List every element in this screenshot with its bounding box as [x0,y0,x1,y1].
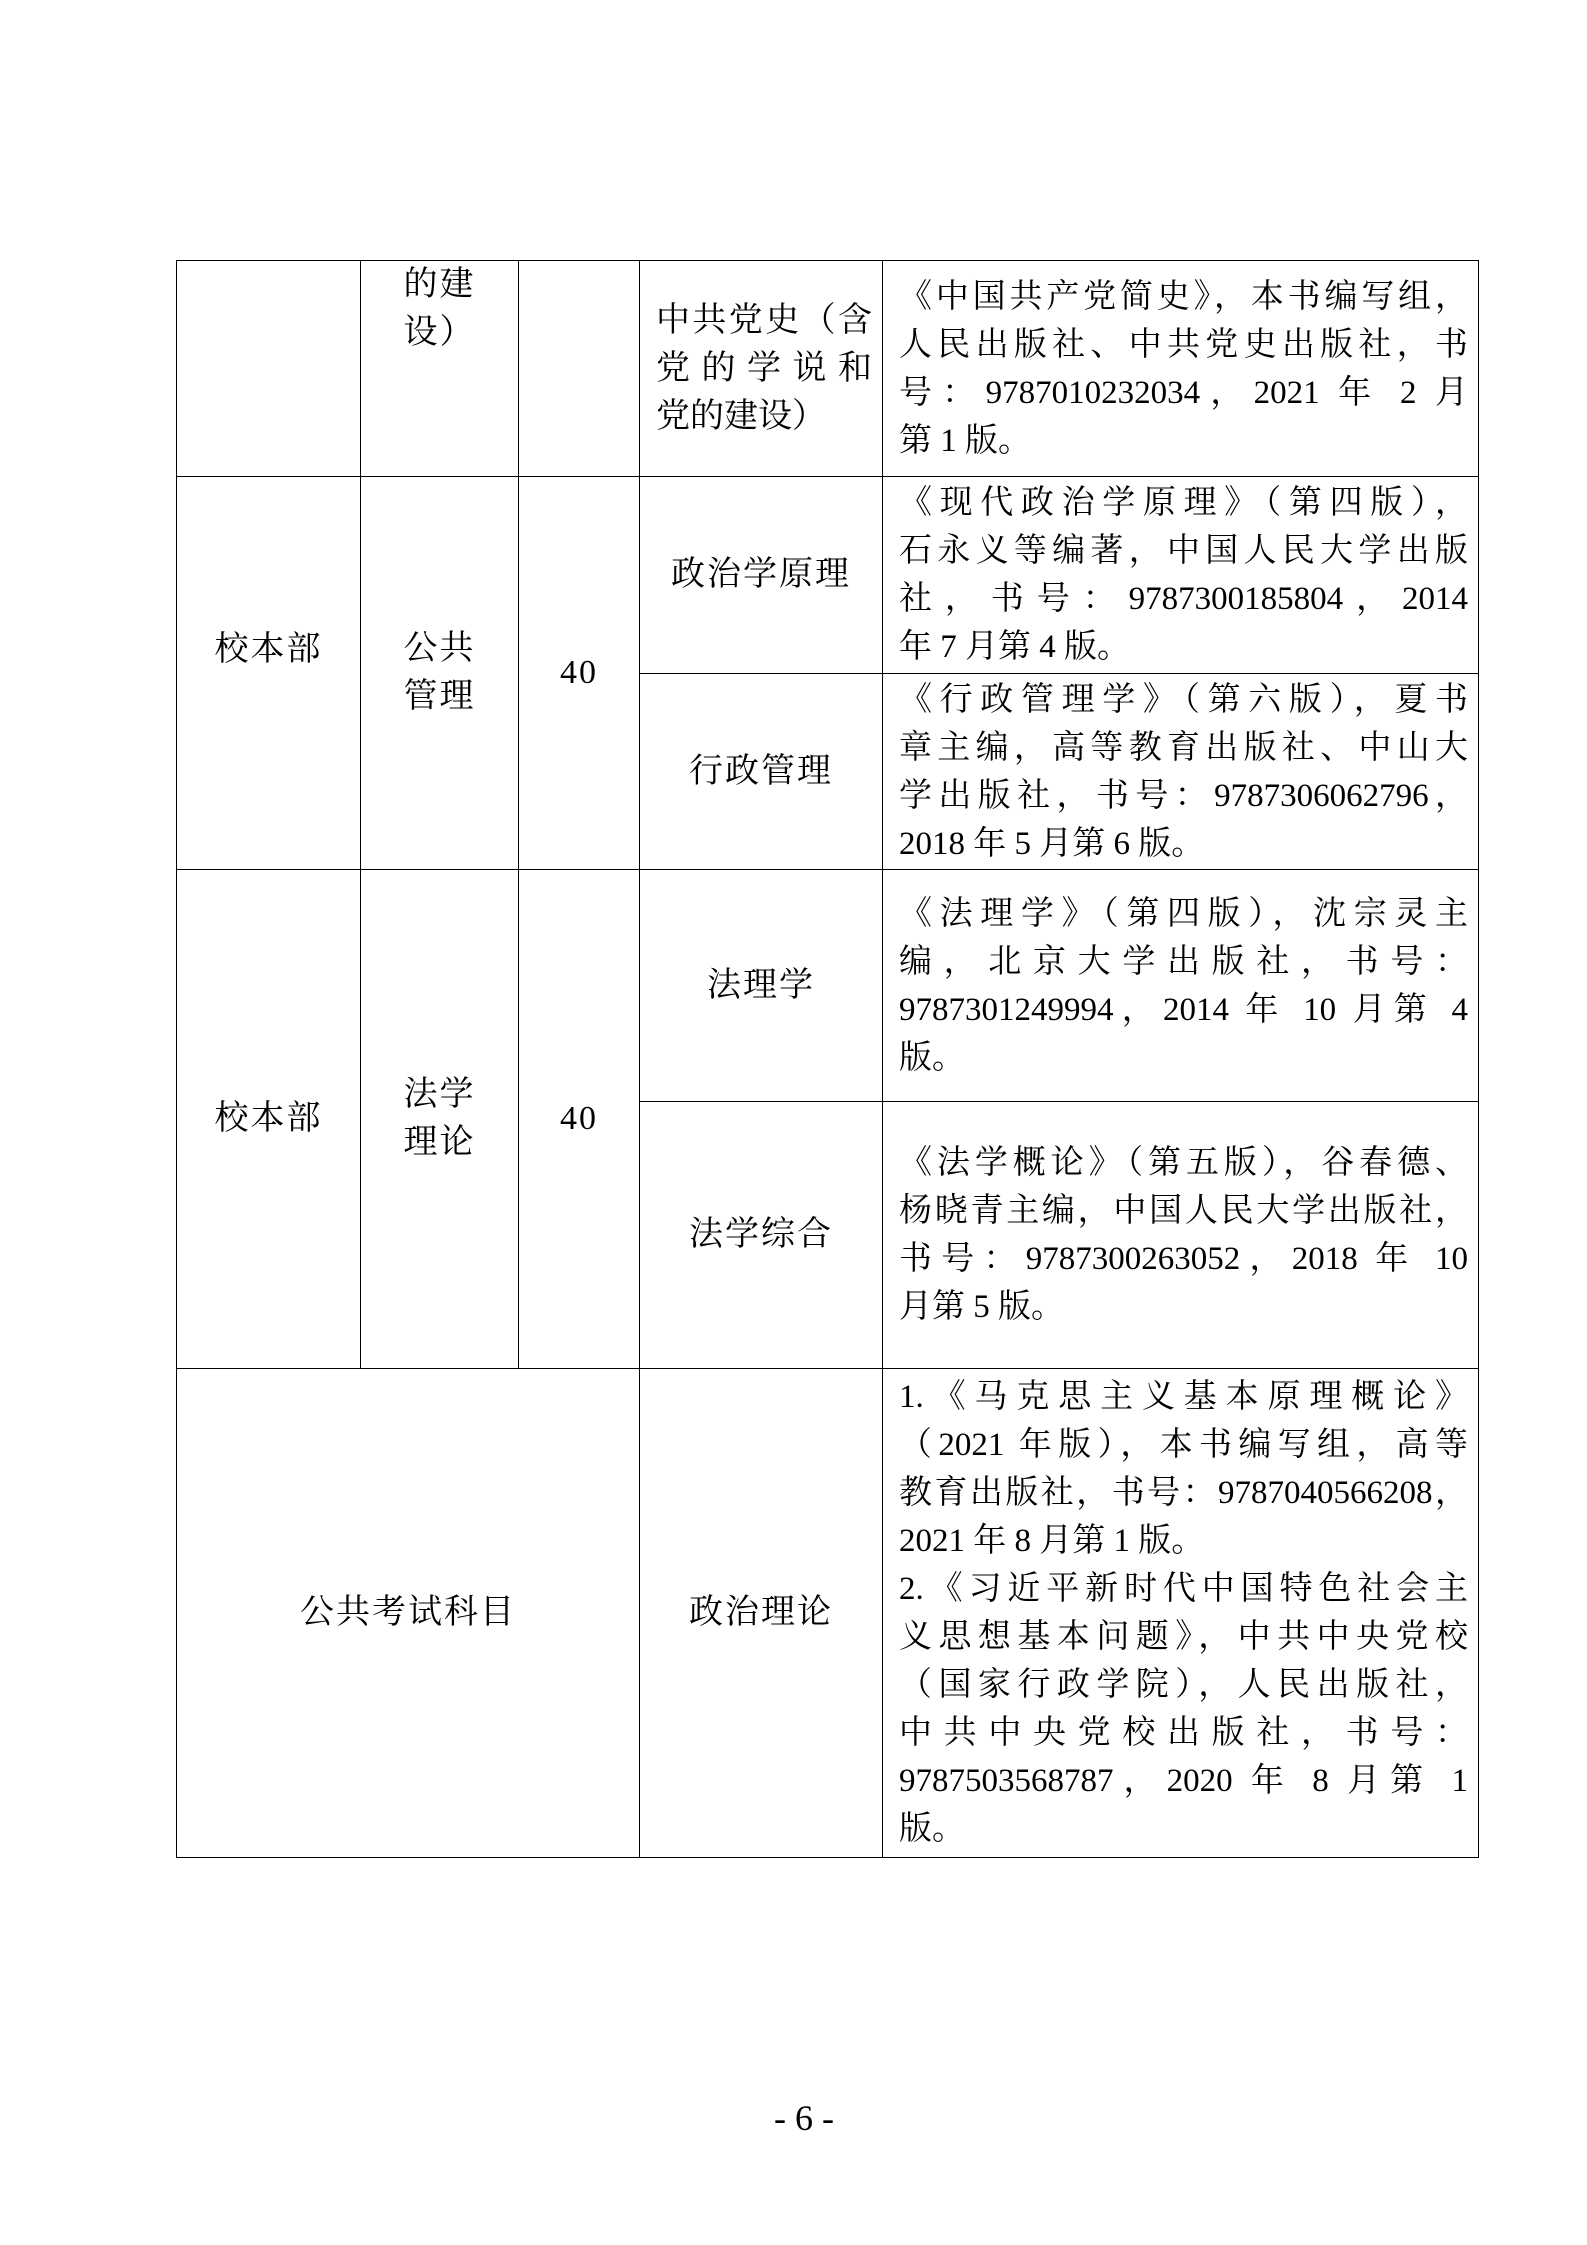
book-line: 编，北京大学出版社，书号： [899,943,1468,980]
book-line: 中共中央党校出版社，书号： [899,1715,1468,1751]
enrollment-cell [519,870,640,1369]
book-line: 2018 年 5 月第 6 版。 [899,825,1205,862]
enrollment-cell [519,261,640,477]
book-line: 号：9787010232034，2021 年 2 月 [899,374,1468,411]
campus-name: 校本部 [214,631,323,668]
public-exam-label-cell [177,1369,640,1858]
subject-cell [640,261,883,477]
book-line: 章主编，高等教育出版社、中山大 [899,729,1468,766]
subject-name: 政治理论 [689,1594,833,1631]
book-line: 月第 5 版。 [899,1289,1064,1325]
book-line: （国家行政学院），人民出版社， [899,1667,1468,1703]
reference-book-cell [883,261,1479,477]
book-line: 第 1 版。 [899,422,1031,459]
campus-name: 校本部 [214,1100,323,1137]
campus-cell [177,870,361,1369]
subject-line: 党的建设） [656,397,826,435]
reference-book-cell [883,1369,1479,1858]
book-line: （2021 年版），本书编写组，高等 [899,1427,1468,1463]
book-line: 《法理学》（第四版），沈宗灵主 [899,895,1468,932]
campus-cell [177,477,361,870]
subject-cell [640,674,883,870]
major-line: 设） [403,314,476,351]
book-line: 人民出版社、中共党史出版社，书 [899,326,1468,363]
subject-cell [640,870,883,1102]
subject-name: 法理学 [707,966,815,1004]
subject-name: 行政管理 [689,752,833,790]
subject-line: 中共党史（含 [656,301,872,339]
exam-subjects-table [176,260,1479,1858]
enrollment-cell [519,477,640,870]
major-line: 法学 [403,1076,476,1113]
book-line: 9787301249994，2014 年 10 月第 4 [899,991,1468,1028]
enrollment-count: 40 [560,654,598,691]
subject-cell [640,1369,883,1858]
book-line: 义思想基本问题》，中共中央党校 [899,1619,1468,1655]
book-line: 学出版社，书号：9787306062796， [899,777,1468,814]
book-line: 版。 [899,1039,965,1076]
table-row [177,261,1479,477]
table-row [177,477,1479,674]
enrollment-count: 40 [560,1100,598,1137]
subject-name: 法学综合 [689,1216,833,1253]
public-exam-label: 公共考试科目 [300,1594,516,1631]
major-line: 理论 [403,1124,476,1161]
book-line: 2.《习近平新时代中国特色社会主 [899,1571,1468,1607]
subject-name: 政治学原理 [671,556,851,593]
major-cell [361,477,519,870]
book-line: 石永义等编著，中国人民大学出版 [899,533,1468,569]
table-row [177,1369,1479,1858]
book-line: 《中国共产党简史》，本书编写组， [899,278,1468,315]
reference-book-cell [883,477,1479,674]
book-line: 版。 [899,1811,965,1847]
table-row [177,870,1479,1102]
book-line: 9787503568787，2020 年 8 月第 1 [899,1763,1468,1799]
page-number: - 6 - [774,2098,834,2138]
campus-cell [177,261,361,477]
book-line: 《现代政治学原理》（第四版）， [899,485,1468,521]
book-line: 年 7 月第 4 版。 [899,629,1130,665]
major-line: 的建 [403,266,476,303]
book-line: 《法学概论》（第五版），谷春德、 [899,1145,1468,1181]
subject-cell [640,1102,883,1369]
book-line: 杨晓青主编，中国人民大学出版社， [899,1193,1468,1229]
major-cell [361,870,519,1369]
book-line: 书号：9787300263052，2018 年 10 [899,1241,1468,1277]
reference-book-cell [883,674,1479,870]
reference-book-cell [883,1102,1479,1369]
major-line: 公共 [403,630,476,667]
book-line: 2021 年 8 月第 1 版。 [899,1523,1205,1559]
book-line: 教育出版社，书号：9787040566208， [899,1475,1468,1511]
major-line: 管理 [403,678,476,715]
book-line: 社，书号：9787300185804，2014 [899,581,1468,617]
subject-line: 党的学说和 [656,349,872,387]
book-line: 1.《马克思主义基本原理概论》 [899,1379,1468,1415]
book-line: 《行政管理学》（第六版），夏书 [899,681,1468,718]
subject-cell [640,477,883,674]
reference-book-cell [883,870,1479,1102]
major-cell [361,261,519,477]
